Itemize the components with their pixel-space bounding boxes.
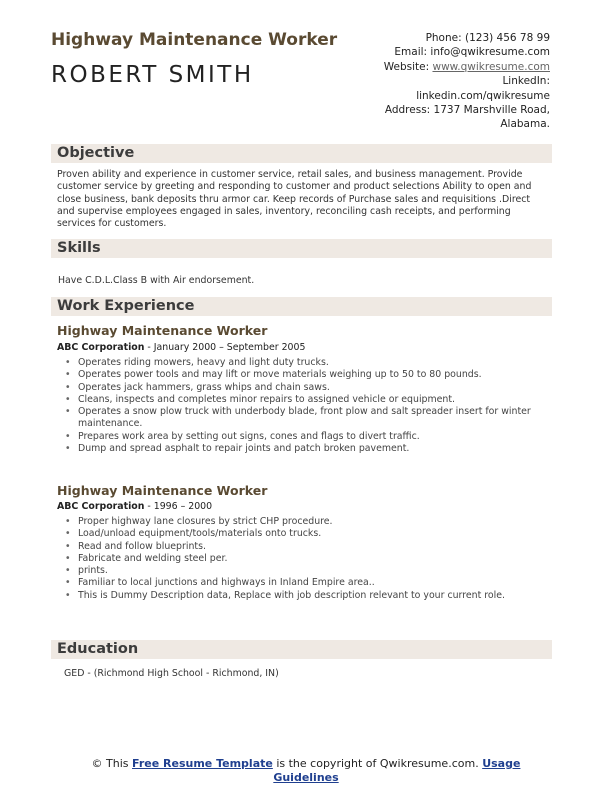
candidate-name: ROBERT SMITH [51, 62, 254, 88]
usage-guidelines-link[interactable]: Usage Guidelines [273, 757, 521, 784]
list-item: • Operates jack hammers, grass whips and chain saws. [57, 382, 547, 394]
contact-linkedin: linkedin.com/qwikresume [416, 89, 550, 102]
skills-text: Have C.D.L.Class B with Air endorsement. [58, 275, 255, 286]
job-title: Highway Maintenance Worker [57, 323, 268, 338]
list-item: • This is Dummy Description data, Replace with job description relevant to your current role. [57, 590, 547, 602]
contact-linkedin-label: LinkedIn: [502, 75, 550, 88]
list-item: • Operates a snow plow truck with underbody blade, front plow and salt spreader insert for winter maintenance. [57, 406, 547, 431]
contact-address-line2: Alabama. [500, 118, 550, 131]
list-item: • Operates riding mowers, heavy and light duty trucks. [57, 357, 547, 369]
contact-email: Email: info@qwikresume.com [394, 46, 550, 59]
list-item: • Proper highway lane closures by strict CHP procedure. [57, 516, 547, 528]
education-heading: Education [57, 641, 139, 657]
skills-section-bar [51, 239, 552, 258]
job-bullets [57, 357, 547, 455]
contact-website: Website: www.qwikresume.com [383, 60, 550, 73]
job-company-line [57, 501, 212, 512]
list-item: • Operates power tools and may lift or move materials weighing up to 50 to 80 pounds. [57, 369, 547, 381]
job-bullets [57, 516, 547, 602]
list-item: • Familiar to local junctions and highways in Inland Empire area.. [57, 577, 547, 589]
job-dates: - 1996 – 2000 [144, 501, 213, 512]
list-item: • prints. [57, 565, 547, 577]
contact-address: Address: 1737 Marshville Road, [384, 104, 550, 117]
list-item: • Read and follow blueprints. [57, 541, 547, 553]
list-item: • Load/unload equipment/tools/materials onto trucks. [57, 528, 547, 540]
contact-phone: Phone: (123) 456 78 99 [425, 32, 550, 44]
copyright-footer [70, 757, 542, 784]
footer-middle: is the copyright of Qwikresume.com. [272, 757, 483, 770]
website-link[interactable]: www.qwikresume.com [432, 60, 550, 73]
list-item: • Cleans, inspects and completes minor repairs to assigned vehicle or equipment. [57, 394, 547, 406]
resume-job-title: Highway Maintenance Worker [51, 30, 338, 50]
education-entry: GED - (Richmond High School - Richmond, IN) [64, 668, 279, 679]
list-item: • Dump and spread asphalt to repair joints and patch broken pavement. [57, 443, 547, 455]
objective-heading: Objective [57, 145, 135, 161]
contact-block [290, 31, 550, 132]
list-item: • Prepares work area by setting out signs, cones and flags to divert traffic. [57, 431, 547, 443]
free-resume-template-link[interactable]: Free Resume Template [132, 757, 273, 770]
experience-heading: Work Experience [57, 298, 195, 314]
job-title: Highway Maintenance Worker [57, 483, 268, 498]
list-item: • Fabricate and welding steel per. [57, 553, 547, 565]
footer-prefix: © This [91, 757, 133, 770]
skills-heading: Skills [57, 240, 101, 256]
job-company-line [57, 342, 305, 353]
objective-text: Proven ability and experience in customer service, retail sales, and business management. Provide customer service by greeting and responding to customer and product selections Ability to open and close business, bank deposits thru armor car. Keep records of Purchase sales and requisitions .Direct and supervise employees engaged in sales, inventory, reconciling cash receipts, and performing services for customers. [57, 169, 532, 230]
job-dates: - January 2000 – September 2005 [144, 342, 306, 353]
company-name: ABC Corporation [57, 501, 145, 512]
company-name: ABC Corporation [57, 342, 145, 353]
